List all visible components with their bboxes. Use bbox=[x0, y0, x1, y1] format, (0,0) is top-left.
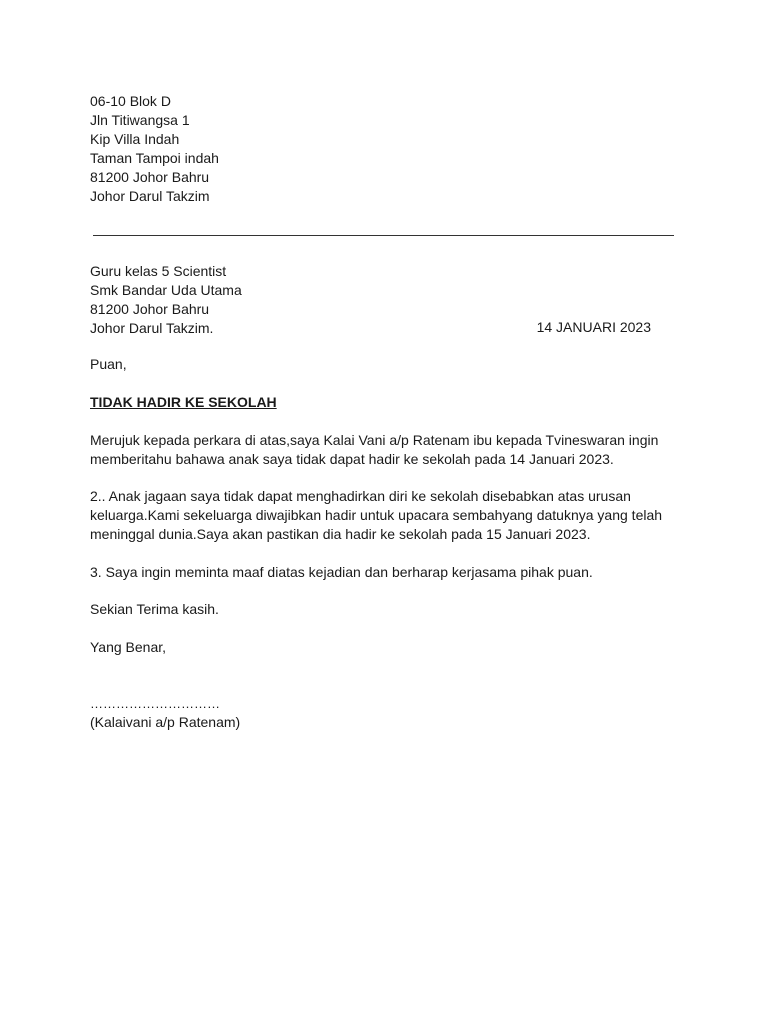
body-paragraph-2 bbox=[90, 487, 690, 544]
paragraph-line: 2.. Anak jagaan saya tidak dapat menghadirkan diri ke sekolah disebabkan atas urusan bbox=[90, 488, 631, 504]
letter-date: 14 JANUARI 2023 bbox=[536, 319, 651, 335]
paragraph-line: meninggal dunia.Saya akan pastikan dia hadir ke sekolah pada 15 Januari 2023. bbox=[90, 526, 591, 542]
sender-address bbox=[90, 92, 219, 206]
sender-address-line: Taman Tampoi indah bbox=[90, 150, 219, 166]
letter-subject: TIDAK HADIR KE SEKOLAH bbox=[90, 394, 277, 410]
recipient-address-line: Guru kelas 5 Scientist bbox=[90, 263, 227, 279]
signoff: Yang Benar, bbox=[90, 639, 167, 655]
recipient-address bbox=[90, 262, 242, 338]
sender-address-line: 06-10 Blok D bbox=[90, 93, 171, 109]
body-paragraph-3 bbox=[90, 563, 690, 582]
body-paragraph-1 bbox=[90, 431, 690, 469]
sender-address-line: Jln Titiwangsa 1 bbox=[90, 112, 190, 128]
salutation: Puan, bbox=[90, 356, 127, 372]
signature-line: ………………………… bbox=[90, 696, 220, 711]
sender-address-line: 81200 Johor Bahru bbox=[90, 169, 210, 185]
sender-address-line: Johor Darul Takzim bbox=[90, 188, 210, 204]
recipient-address-line: 81200 Johor Bahru bbox=[90, 301, 210, 317]
recipient-address-line: Smk Bandar Uda Utama bbox=[90, 282, 242, 298]
horizontal-divider bbox=[93, 235, 674, 236]
paragraph-line: keluarga.Kami sekeluarga diwajibkan hadir untuk upacara sembahyang datuknya yang telah bbox=[90, 507, 663, 523]
sender-address-line: Kip Villa Indah bbox=[90, 131, 180, 147]
recipient-address-line: Johor Darul Takzim. bbox=[90, 320, 214, 336]
paragraph-line: Merujuk kepada perkara di atas,saya Kalai Vani a/p Ratenam ibu kepada Tvineswaran ingin bbox=[90, 432, 659, 448]
signature-name: (Kalaivani a/p Ratenam) bbox=[90, 714, 241, 730]
closing-remark: Sekian Terima kasih. bbox=[90, 601, 219, 617]
paragraph-line: 3. Saya ingin meminta maaf diatas kejadian dan berharap kerjasama pihak puan. bbox=[90, 564, 593, 580]
paragraph-line: memberitahu bahawa anak saya tidak dapat hadir ke sekolah pada 14 Januari 2023. bbox=[90, 451, 614, 467]
